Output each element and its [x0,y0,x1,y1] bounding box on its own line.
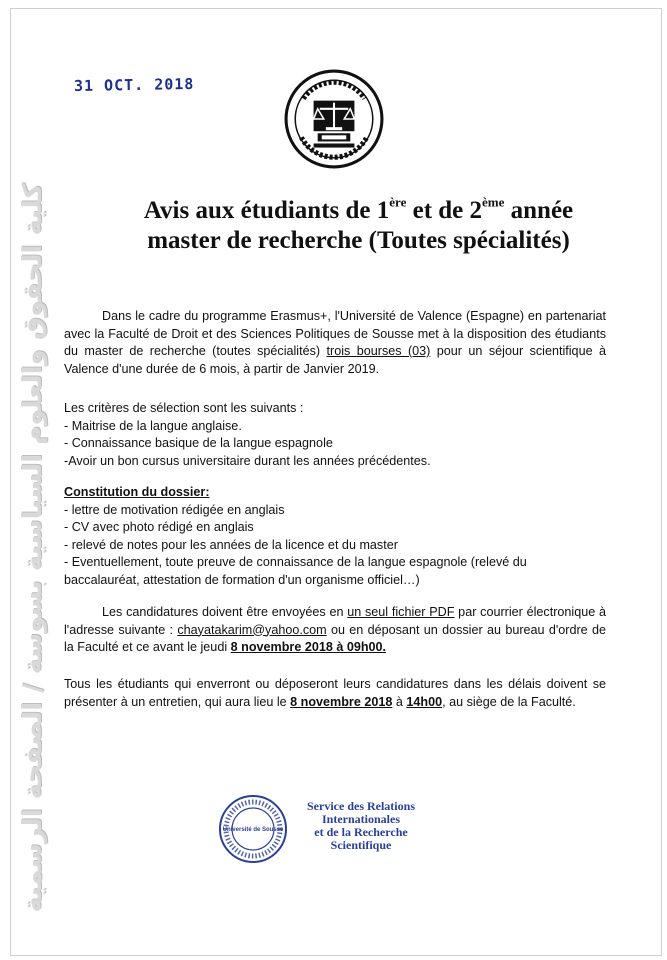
service-line: et de la Recherche [314,825,408,839]
submission-deadline: 8 novembre 2018 à 09h00. [230,640,387,654]
interview-paragraph [64,676,606,711]
dossier-item: baccalauréat, attestation de formation d'un organisme officiel…) [64,572,420,587]
dossier-heading: Constitution du dossier: [64,485,210,499]
criteria-section [64,400,606,470]
notice-title [60,196,657,256]
intro-paragraph [64,308,606,378]
dossier-item: - relevé de notes pour les années de la licence et du master [64,537,398,552]
dossier-item: - lettre de motivation rédigée en anglais [64,502,285,517]
criteria-item: - Connaissance basique de la langue espagnole [64,436,333,450]
faculty-logo [283,68,385,170]
dossier-section [64,484,606,589]
dossier-item: - CV avec photo rédigé en anglais [64,520,254,534]
title-text-c: année [504,197,574,224]
date-stamp: 31 OCT. 2018 [73,74,195,96]
bourses-count: trois bourses (03) [326,344,431,358]
submission-text-1: Les candidatures doivent être envoyées en [102,605,348,619]
service-line: Internationales [322,812,400,826]
interview-date: 8 novembre 2018 [290,694,393,709]
intro-text-1: Dans le cadre du programme Erasmus+, l'Université de Valence (Espagne) en partenariat avec la Faculté de Droit et des Sciences Politiques de Sousse met à la disposition des étudiants du master de recherche (toutes spécialités) [64,309,606,358]
submission-paragraph [64,604,606,657]
service-line: Service des Relations [307,799,415,813]
arabic-watermark [18,183,48,913]
dossier-item: - Eventuellement, toute preuve de connaissance de la langue espagnole (relevé du [64,555,527,569]
service-line: Scientifique [330,838,392,852]
title-text-a: Avis aux étudiants de 1 [143,197,390,224]
university-seal [218,794,288,864]
interview-text-3: , au siège de la Faculté. [442,694,576,709]
watermark-text: كلية الحقوق والعلوم السياسية بسوسة / الصفحة الرسمية [18,183,48,913]
pdf-requirement: un seul fichier PDF [347,605,455,619]
title-line-2: master de recherche (Toutes spécialités) [147,227,570,254]
service-signature [286,800,436,852]
intro-text-2: pour un séjour scientifique à Valence d'une durée de 6 mois, à partir de Janvier 2019. [64,344,606,376]
title-sup-1: ère [389,194,407,210]
interview-text-2: à [392,694,407,709]
seal-text: Université de Sousse [222,827,284,833]
submission-text-3: ou en déposant un dossier au bureau d'ordre de la Faculté et ce avant le jeudi [64,622,606,654]
title-text-b: et de 2 [406,197,483,224]
interview-time: 14h00 [406,694,443,709]
criteria-item: -Avoir un bon cursus universitaire durant les années précédentes. [64,453,431,468]
contact-email[interactable]: chayatakarim@yahoo.com [177,622,327,637]
submission-text-2: par courrier électronique à l'adresse suivante : [64,605,606,637]
criteria-item: - Maitrise de la langue anglaise. [64,418,242,433]
title-line-1 [60,196,657,226]
title-sup-2: ème [482,194,505,210]
criteria-heading: Les critères de sélection sont les suivants : [64,401,304,415]
interview-text-1: Tous les étudiants qui enverront ou déposeront leurs candidatures dans les délais doivent se présenter à un entretien, qui aura lieu le [64,677,606,709]
